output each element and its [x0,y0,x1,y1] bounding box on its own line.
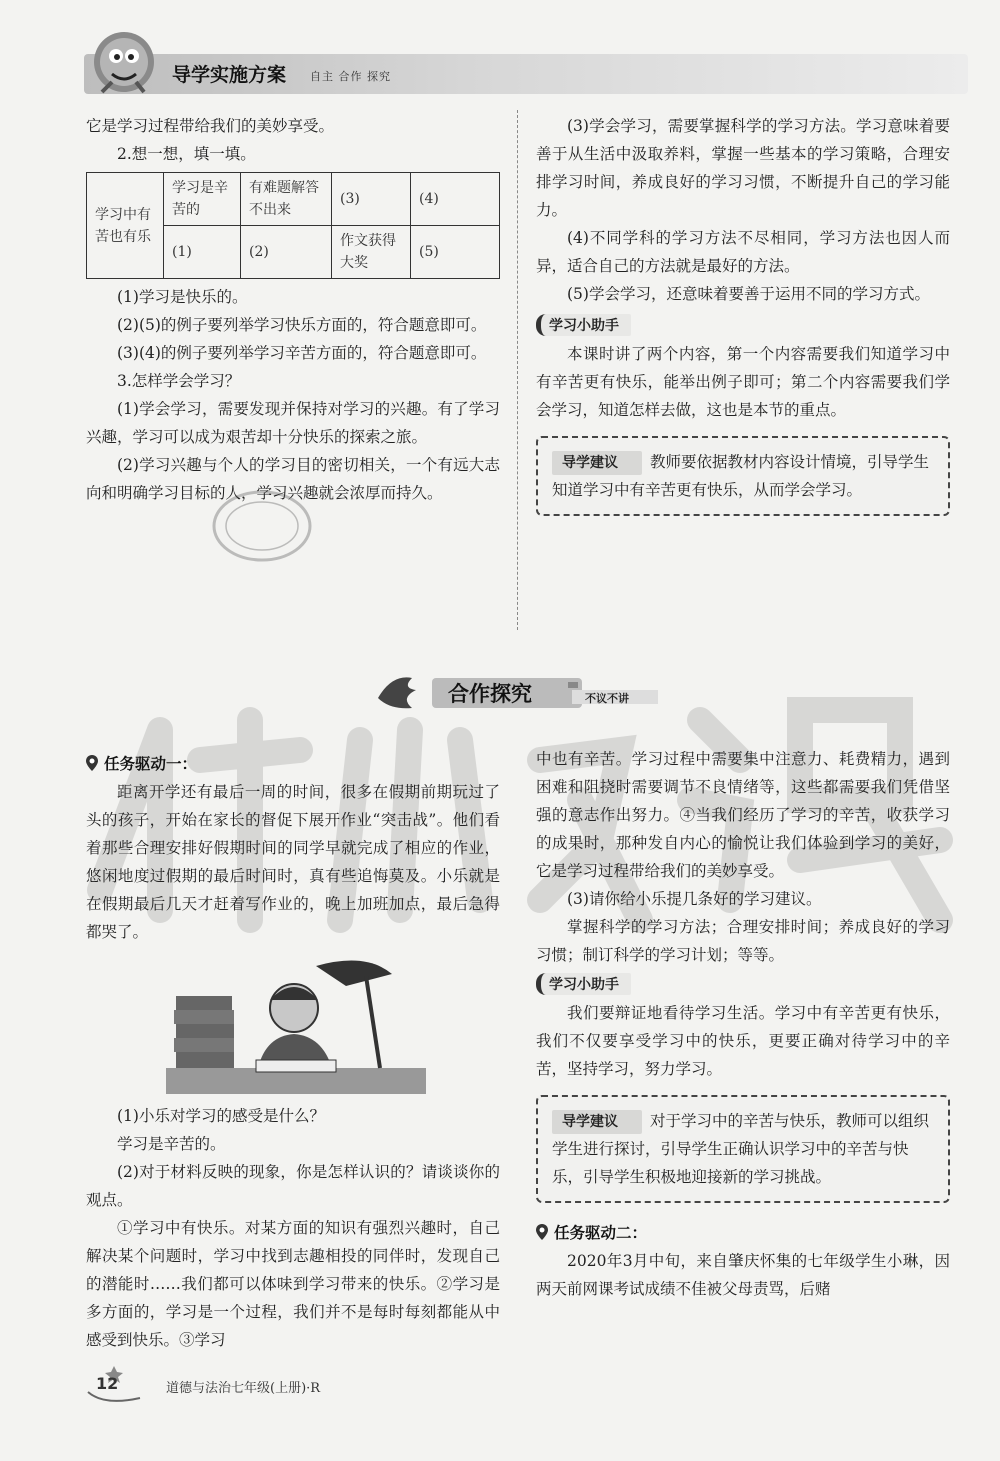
task-1-question-3: (3)请你给小乐提几条好的学习建议。 [567,890,822,908]
answer-line: (1)学习是快乐的。 [117,288,248,306]
study-helper-label: 学习小助手 [536,314,631,336]
task-1-answer-2: ①学习中有快乐。对某方面的知识有强烈兴趣时，自己解决某个问题时，学习中找到志趣相投的同伴时，发现自己的潜能时……我们都可以体味到学习带来的快乐。②学习是多方面的，学习是一个过程，我们并不是每时每刻都能从中感受到快乐。③学习 [86,1219,500,1349]
guide-suggestion-box [536,436,950,516]
right-bottom-column [536,745,950,1303]
table-cell: (2) [241,226,332,279]
mascot-icon [82,22,166,106]
guide-suggestion-label: 导学建议 [552,451,642,475]
guide-suggestion-text: 对于学习中的辛苦与快乐，教师可以组织学生进行探讨，引导学生正确认识学习中的辛苦与快乐，引导学生积极地迎接新的学习挑战。 [552,1112,930,1186]
answer-paragraph: (4)不同学科的学习方法不尽相同，学习方法也因人而异，适合自己的方法就是最好的方法。 [536,229,950,275]
fill-table [86,172,500,279]
student-illustration [166,956,426,1096]
table-cell: (4) [411,173,500,226]
header-subtitle: 自主 合作 探究 [310,70,391,83]
study-helper-label: 学习小助手 [536,973,631,995]
table-cell: (1) [164,226,241,279]
page-number: 12 [96,1374,119,1393]
answer-line: (3)(4)的例子要列举学习辛苦方面的，符合题意即可。 [117,344,487,362]
task-1-heading: 任务驱动一： [86,750,500,778]
guide-suggestion-text: 教师要依据教材内容设计情境，引导学生知道学习中有辛苦更有快乐，从而学会学习。 [552,453,930,499]
answer-paragraph: (5)学会学习，还意味着要善于运用不同的学习方式。 [567,285,930,303]
header-title: 导学实施方案 [172,64,287,86]
question-2-heading: 2.想一想，填一填。 [117,145,256,163]
table-row-header: 学习中有苦也有乐 [87,173,164,279]
location-pin-icon [86,755,98,771]
task-1-question-2: (2)对于材料反映的现象，你是怎样认识的？请谈谈你的观点。 [86,1163,500,1209]
task-1-answer-2-continued: 中也有辛苦。学习过程中需要集中注意力、耗费精力，遇到困难和阻挠时需要调节不良情绪等，这些都需要我们凭借坚强的意志作出努力。④当我们经历了学习的辛苦，收获学习的成果时，那种发自内心的愉悦让我们体验到学习的美好，它是学习过程带给我们的美妙享受。 [536,750,950,880]
section-banner-title: 合作探究 [448,682,532,706]
intro-line: 它是学习过程带给我们的美妙享受。 [86,117,335,135]
right-top-column [536,112,950,516]
answer-line: (2)(5)的例子要列举学习快乐方面的，符合题意即可。 [117,316,487,334]
stamp-graphic [210,486,314,566]
table-cell: 学习是辛苦的 [164,173,241,226]
study-helper-text: 本课时讲了两个内容，第一个内容需要我们知道学习中有辛苦更有快乐，能举出例子即可；第二个内容需要我们学会学习，知道怎样去做，这也是本节的重点。 [536,345,950,419]
answer-paragraph: (3)学会学习，需要掌握科学的学习方法。学习意味着要善于从生活中汲取养料，掌握一些基本的学习策略，合理安排学习时间，养成良好的学习习惯，不断提升自己的学习能力。 [536,117,950,219]
location-pin-icon [536,1224,548,1240]
table-cell: 有难题解答不出来 [241,173,332,226]
answer-paragraph: (1)学会学习，需要发现并保持对学习的兴趣。有了学习兴趣，学习可以成为艰苦却十分快乐的探索之旅。 [86,400,500,446]
question-3-heading: 3.怎样学会学习？ [117,372,241,390]
task-1-story: 距离开学还有最后一周的时间，很多在假期前期玩过了头的孩子，开始在家长的督促下展开作业“突击战”。他们看着那些合理安排好假期时间的同学早就完成了相应的作业，悠闲地度过假期的最后时间时，真有些追悔莫及。小乐就是在假期最后几天才赶着写作业的，晚上加班加点，最后急得都哭了。 [86,783,500,941]
guide-suggestion-box [536,1095,950,1203]
table-cell: (3) [332,173,411,226]
book-title: 道德与法治七年级(上册)·R [166,1381,321,1396]
task-1-answer-1: 学习是辛苦的。 [117,1135,226,1153]
table-cell: 作文获得大奖 [332,226,411,279]
study-helper-text: 我们要辩证地看待学习生活。学习中有辛苦更有快乐，我们不仅要享受学习中的快乐，更要正确对待学习中的辛苦，坚持学习，努力学习。 [536,1004,950,1078]
task-2-heading: 任务驱动二： [536,1219,950,1247]
task-1-answer-3: 掌握科学的学习方法；合理安排时间；养成良好的学习习惯；制订科学的学习计划；等等。 [536,918,950,964]
section-banner-subtitle: 不议不讲 [585,692,629,705]
task-2-text: 2020年3月中旬，来自肇庆怀集的七年级学生小琳，因两天前网课考试成绩不佳被父母责骂，后赌 [536,1252,950,1298]
left-top-column [86,112,500,507]
guide-suggestion-label: 导学建议 [552,1110,642,1134]
answer-paragraph: (2)学习兴趣与个人的学习目的密切相关，一个有远大志向和明确学习目标的人，学习兴趣就会浓厚而持久。 [86,456,500,502]
left-bottom-column [86,750,500,1354]
column-divider [517,110,518,630]
table-cell: (5) [411,226,500,279]
task-1-question-1: (1)小乐对学习的感受是什么？ [117,1107,325,1125]
